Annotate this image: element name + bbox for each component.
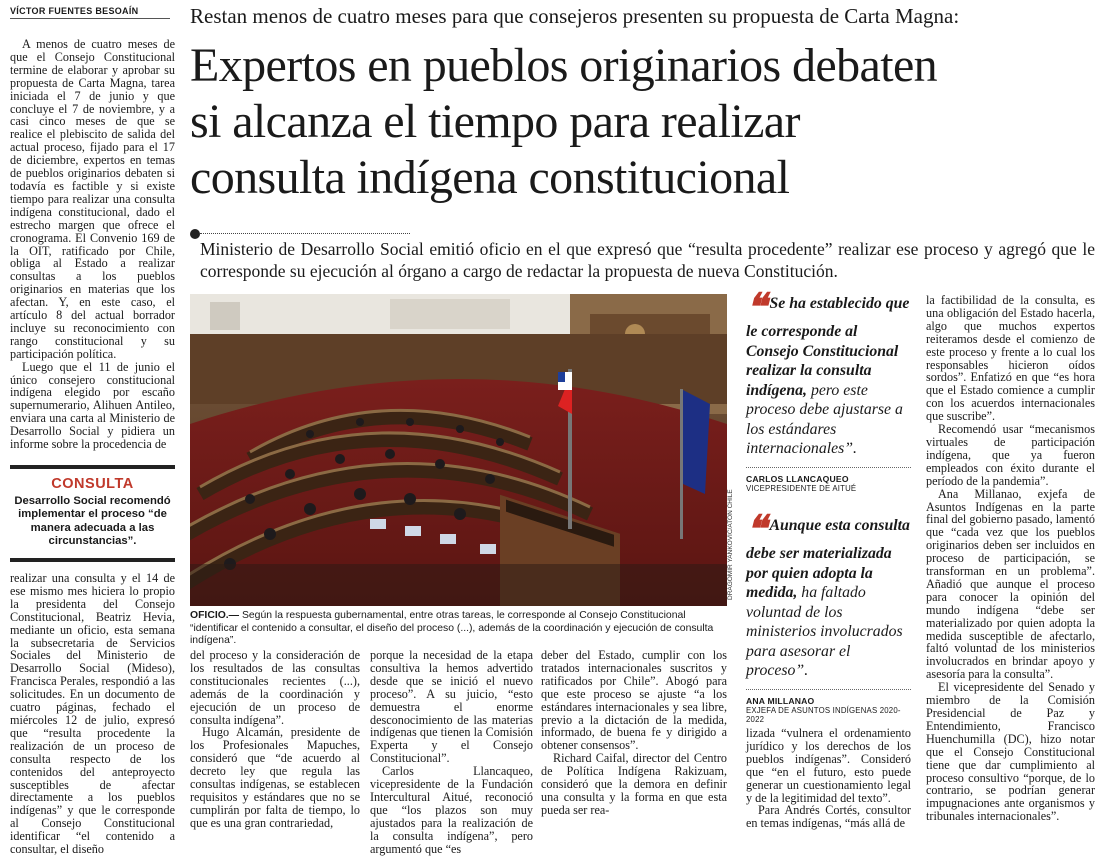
- caption-text: Según la respuesta gubernamental, entre otras tareas, le corresponde al Consejo Constitucional “identificar el contenido a consultar, el diseño del proceso (...), además de la coordinación y ejecución de consulta indígena”.: [190, 610, 714, 647]
- paragraph: la factibilidad de la consulta, es una obligación del Estado hacerla, algo que muchos expertos reiteramos desde el comienzo de este proceso y frente a lo cual los responsables hicieron oídos sordos”. Enfatizó en que “es hora que el Estado comience a cumplir con los acuerdos internacionales que suscribe”.: [926, 293, 1095, 424]
- quote-author-role: EXJEFA DE ASUNTOS INDÍGENAS 2020-2022: [746, 705, 901, 724]
- paragraph: Carlos Llancaqueo, vicepresidente de la Fundación Intercultural Aitué, reconoció que “los plazos son muy ajustados para la realización de la consulta indígena”, pero argumentó que “es: [370, 764, 533, 856]
- body-column-3: [370, 649, 533, 856]
- quote-divider: [746, 467, 911, 468]
- body-column-1-top: [10, 38, 175, 451]
- paragraph: lizada “vulnera el ordenamiento jurídico y los derechos de los pueblos indígenas”. Consideró que “en el futuro, esto puede generar un cuestionamiento legal y de la legitimidad del texto”.: [746, 726, 911, 805]
- headline-line-2: si alcanza el tiempo para realizar: [190, 95, 800, 148]
- quote-divider: [746, 689, 911, 690]
- photo-credit: DRAGOMIR YANKOVIC/ATON CHILE: [727, 489, 734, 600]
- paragraph: porque la necesidad de la etapa consultiva la hemos advertido desde que se inició el nuevo proceso”. A su juicio, “esto demuestra el enorme desconocimiento de las materias indígenas que tienen la Comisión Experta y el Consejo Constitucional”.: [370, 648, 533, 766]
- kicker: Restan menos de cuatro meses para que consejeros presenten su propuesta de Carta Magna:: [190, 4, 960, 28]
- quote-author-name: ANA MILLANAO: [746, 695, 815, 706]
- body-column-5: [746, 727, 911, 830]
- body-column-4: [541, 649, 727, 817]
- paragraph: deber del Estado, cumplir con los tratados internacionales suscritos y ratificados por Chile”. Abogó para que este proceso se ajuste “a los estándares internacionales y sea libre, previo a la dictación de la medida, informado, de buena fe y dirigido a obtener consensos”.: [541, 648, 727, 753]
- paragraph: realizar una consulta y el 14 de ese mismo mes hiciera lo propio la presidenta del Consejo Constitucional, Beatriz Hevia, mediante un oficio, esta semana la subsecretaria de Servicios Sociales del Ministerio de Desarrollo Social (Mideso), Francisca Perales, respondió a las solicitudes. En un documento de cuatro páginas, fechado el miércoles 12 de julio, expresó que “resulta procedente la realización de un proceso de consulta respecto de los contenidos del anteproyecto susceptibles de afectar directamente a los pueblos indígenas” y que le corresponde al Consejo Constitucional identificar “el contenido a consultar, el diseño: [10, 571, 175, 856]
- quote-mark-icon: ❝: [746, 284, 767, 329]
- body-column-6: [926, 294, 1095, 823]
- photo-constitutional-council-chamber: [190, 294, 727, 606]
- paragraph: del proceso y la consideración de los resultados de las consultas constitucionales recientes (...), además de la coordinación y ejecución de un proceso de consulta indígena”.: [190, 648, 360, 727]
- box-top-rule: [10, 465, 175, 469]
- dotted-rule: [200, 233, 410, 234]
- paragraph: Luego que el 11 de junio el único consejero constitucional indígena elegido por escaño supernumerario, Alihuen Antileo, enviara una carta al Ministerio de Desarrollo Social y pidiera un informe sobre la procedencia de: [10, 359, 175, 452]
- chamber-illustration: [190, 294, 727, 606]
- byline: VÍCTOR FUENTES BESOAÍN: [10, 6, 170, 19]
- paragraph: Recomendó usar “mecanismos virtuales de participación indígena, que ya fueron empleados con éxito durante el período de la pandemia”.: [926, 422, 1095, 488]
- quote-mark-icon: ❝: [746, 506, 767, 551]
- headline-line-1: Expertos en pueblos originarios debaten: [190, 39, 938, 92]
- body-column-1-bottom: [10, 572, 175, 856]
- headline: [190, 38, 1095, 206]
- paragraph: Ana Millanao, exjefa de Asuntos Indígenas en la parte final del gobierno pasado, lamentó que “cada vez que los pueblos originarios deben ser incluidos en proceso de participación, se transforman en un problema”. Añadió que aunque el proceso para conocer la opinión del mundo indígena “debe ser materializado por quien adopta la medida susceptible de afectarlo, faltó voluntad de los ministerios involucrados en brindar apoyo y asesoría para la consulta”.: [926, 486, 1095, 682]
- pull-quote-2: [746, 506, 911, 724]
- paragraph: A menos de cuatro meses de que el Consejo Constitucional termine de elaborar y aprobar su propuesta de Carta Magna, tarea iniciada el 7 de junio y que concluye el 7 de noviembre, y a casi cinco meses de que se realice el plebiscito de salida del actual proceso, fijado para el 17 de diciembre, expertos en temas de pueblos originarios debaten si todavía es factible y si existe tiempo para realizar una consulta indígena constitucional, dado el estrecho margen que ofrece el cronograma. El Convenio 169 de la OIT, ratificado por Chile, obliga al Estado a realizar consultas a los pueblos originarios en materias que los afectan. Y, en este caso, el artículo 8 del actual borrador incluye su reconocimiento con rango constitucional y su participación política.: [10, 37, 175, 361]
- box-text: Desarrollo Social recomendó implementar el proceso “de manera adecuada a las circunstancias”.: [14, 495, 171, 547]
- pull-quote-1: [746, 284, 911, 493]
- paragraph: Richard Caifal, director del Centro de Política Indígena Rakizuam, consideró que la demora en definir una consulta y la forma en que esta pueda ser rea-: [541, 751, 727, 817]
- box-title: CONSULTA: [51, 476, 134, 492]
- headline-line-3: consulta indígena constitucional: [190, 151, 790, 204]
- photo-caption: [190, 610, 730, 648]
- paragraph: El vicepresidente del Senado y miembro de la Comisión Presidencial de Paz y Entendimiento, Francisco Huenchumilla (DC), hizo notar que el Consejo Constitucional tiene que dar cumplimiento al proceso consultivo “porque, de lo contrario, se podrían generar impugnaciones ante organismos y tribunales internacionales”.: [926, 680, 1095, 824]
- consulta-sidebar-box: [10, 465, 175, 562]
- caption-label: OFICIO.—: [190, 610, 240, 621]
- paragraph: Para Andrés Cortés, consultor en temas indígenas, “más allá de: [746, 803, 911, 831]
- paragraph: Hugo Alcamán, presidente de los Profesionales Mapuches, consideró que “de acuerdo al decreto ley que regula las consultas indígenas, se establecen requisitos y estándares que no se cumplirán por falta de tiempo, lo que es una gran contrariedad,: [190, 725, 360, 830]
- quote-author-role: VICEPRESIDENTE DE AITUÉ: [746, 483, 857, 493]
- bullet-dot: [190, 229, 200, 239]
- quote-author-name: CARLOS LLANCAQUEO: [746, 473, 849, 484]
- quote-text: ❝ Se ha establecido que le corresponde al Consejo Constitucional realizar la consulta indígena, pero este proceso debe ajustarse a los estándares internacionales”.: [746, 284, 910, 457]
- body-column-2: [190, 649, 360, 830]
- box-bottom-rule: [10, 558, 175, 562]
- quote-text: ❝ Aunque esta consulta debe ser materializada por quien adopta la medida, ha faltado voluntad de los ministerios involucrados para asesorar el proceso”.: [746, 506, 910, 679]
- subheadline: Ministerio de Desarrollo Social emitió oficio en el que expresó que “resulta procedente” realizar ese proceso y agregó que le corresponde su ejecución al órgano a cargo de redactar la propuesta de nueva Constitución.: [200, 239, 1095, 281]
